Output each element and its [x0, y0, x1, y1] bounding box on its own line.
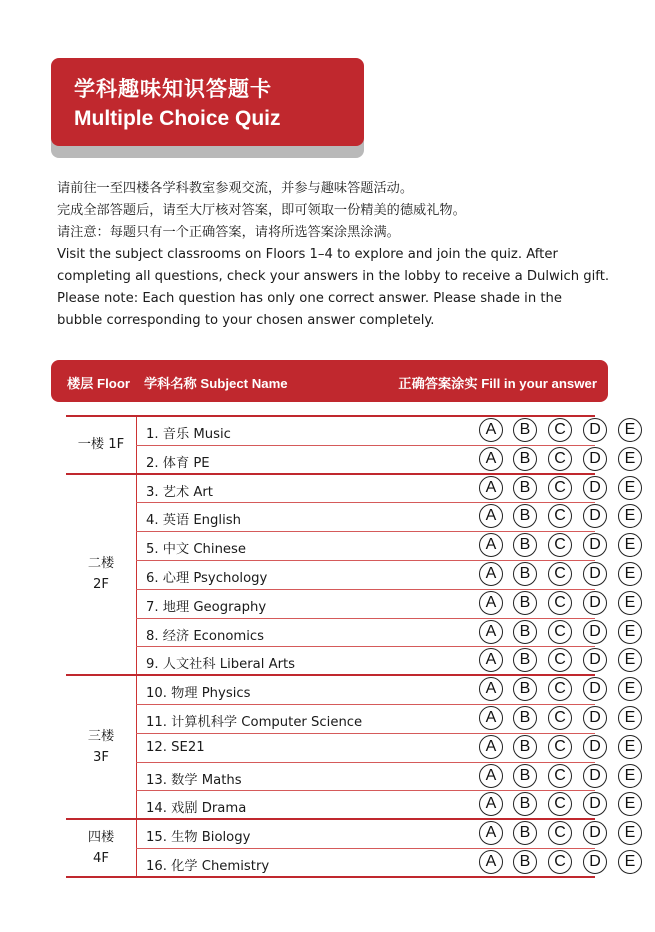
- answer-bubble-e[interactable]: E: [618, 735, 642, 759]
- question-label: 1. 音乐 Music: [146, 427, 231, 442]
- question-row: [136, 589, 636, 617]
- instruction-line: bubble corresponding to your chosen answer completely.: [57, 313, 435, 328]
- question-row: [136, 560, 636, 588]
- answer-bubble-b[interactable]: B: [513, 821, 537, 845]
- question-label: 14. 戏剧 Drama: [146, 801, 247, 817]
- question-label: 6. 心理 Psychology: [146, 571, 268, 586]
- question-row: [136, 848, 636, 876]
- question-label: 13. 数学 Maths: [146, 772, 242, 788]
- question-row: [136, 502, 636, 530]
- answer-bubble-e[interactable]: E: [618, 562, 642, 586]
- answer-bubble-b[interactable]: B: [513, 418, 537, 442]
- answer-bubble-d[interactable]: D: [583, 706, 607, 730]
- floor-label: [66, 827, 136, 869]
- answer-bubble-d[interactable]: D: [583, 792, 607, 816]
- answer-bubble-b[interactable]: B: [513, 591, 537, 615]
- instruction-line: 请注意：每题只有一个正确答案，请将所选答案涂黑涂满。: [57, 225, 400, 240]
- question-label: 15. 生物 Biology: [146, 830, 251, 846]
- answer-bubble-a[interactable]: A: [479, 591, 503, 615]
- answer-bubble-b[interactable]: B: [513, 850, 537, 874]
- floor-label: [66, 434, 136, 455]
- title-card: [51, 58, 364, 146]
- header-answer: 正确答案涂实 Fill in your answer: [398, 376, 597, 391]
- answer-bubble-e[interactable]: E: [618, 792, 642, 816]
- answer-bubble-e[interactable]: E: [618, 476, 642, 500]
- answer-bubble-d[interactable]: D: [583, 418, 607, 442]
- instruction-line: 请前往一至四楼各学科教室参观交流，并参与趣味答题活动。: [57, 181, 414, 196]
- answer-bubble-a[interactable]: A: [479, 850, 503, 874]
- question-row: [136, 416, 636, 444]
- question-label: 10. 物理 Physics: [146, 686, 251, 702]
- question-row: [136, 618, 636, 646]
- answer-bubble-e[interactable]: E: [618, 533, 642, 557]
- answer-bubble-a[interactable]: A: [479, 821, 503, 845]
- instruction-line: completing all questions, check your answers in the lobby to receive a Dulwich gift.: [57, 269, 610, 284]
- answer-bubble-c[interactable]: C: [548, 792, 572, 816]
- answer-bubble-e[interactable]: E: [618, 591, 642, 615]
- question-label: 8. 经济 Economics: [146, 628, 265, 644]
- answer-bubble-b[interactable]: B: [513, 735, 537, 759]
- answer-bubble-e[interactable]: E: [618, 821, 642, 845]
- answer-bubble-d[interactable]: D: [583, 562, 607, 586]
- answer-bubble-d[interactable]: D: [583, 591, 607, 615]
- question-label: 4. 英语 English: [146, 513, 241, 529]
- answer-bubble-e[interactable]: E: [618, 447, 642, 471]
- answer-bubble-b[interactable]: B: [513, 476, 537, 500]
- answer-bubble-b[interactable]: B: [513, 620, 537, 644]
- question-label: 16. 化学 Chemistry: [146, 859, 270, 874]
- answer-bubble-b[interactable]: B: [513, 677, 537, 701]
- floor-label-cn: 一楼 1F: [77, 437, 125, 453]
- floor-label-en: 3F: [93, 750, 109, 766]
- answer-bubble-d[interactable]: D: [583, 648, 607, 672]
- answer-bubble-c[interactable]: C: [548, 562, 572, 586]
- floor-label-cn: 三楼: [87, 729, 115, 745]
- answer-bubble-c[interactable]: C: [548, 476, 572, 500]
- answer-bubble-c[interactable]: C: [548, 447, 572, 471]
- answer-bubble-b[interactable]: B: [513, 447, 537, 471]
- answer-bubble-e[interactable]: E: [618, 620, 642, 644]
- question-row: [136, 474, 636, 502]
- answer-bubble-a[interactable]: A: [479, 447, 503, 471]
- question-label: 11. 计算机科学 Computer Science: [146, 715, 363, 730]
- answer-bubble-c[interactable]: C: [548, 418, 572, 442]
- answer-bubble-a[interactable]: A: [479, 620, 503, 644]
- answer-bubble-c[interactable]: C: [548, 821, 572, 845]
- instructions: [57, 178, 617, 332]
- header-subject: 学科名称 Subject Name: [144, 376, 288, 391]
- question-row: [136, 704, 636, 732]
- answer-bubble-c[interactable]: C: [548, 533, 572, 557]
- answer-bubble-e[interactable]: E: [618, 850, 642, 874]
- answer-bubble-a[interactable]: A: [479, 706, 503, 730]
- table-header: [51, 360, 608, 402]
- floor-label-en: 2F: [93, 577, 109, 593]
- question-label: 3. 艺术 Art: [146, 484, 213, 500]
- instruction-line: 完成全部答题后，请至大厅核对答案，即可领取一份精美的德威礼物。: [57, 203, 466, 218]
- answer-bubble-a[interactable]: A: [479, 504, 503, 528]
- question-label: 9. 人文社科 Liberal Arts: [146, 657, 296, 673]
- title-english: Multiple Choice Quiz: [74, 107, 281, 130]
- floor-label-cn: 四楼: [87, 830, 115, 845]
- floor-label: [66, 726, 136, 768]
- answer-bubble-a[interactable]: A: [479, 677, 503, 701]
- answer-bubble-a[interactable]: A: [479, 476, 503, 500]
- question-row: [136, 733, 636, 761]
- answer-bubble-b[interactable]: B: [513, 504, 537, 528]
- answer-bubble-d[interactable]: D: [583, 620, 607, 644]
- answer-bubble-a[interactable]: A: [479, 562, 503, 586]
- question-row: [136, 790, 636, 818]
- question-label: 7. 地理 Geography: [146, 599, 267, 615]
- answer-bubble-b[interactable]: B: [513, 562, 537, 586]
- answer-bubble-b[interactable]: B: [513, 648, 537, 672]
- question-row: [136, 531, 636, 559]
- title-chinese: 学科趣味知识答题卡: [74, 77, 272, 101]
- answer-bubble-d[interactable]: D: [583, 735, 607, 759]
- answer-bubble-d[interactable]: D: [583, 764, 607, 788]
- question-row: [136, 646, 636, 674]
- answer-bubble-c[interactable]: C: [548, 706, 572, 730]
- answer-bubble-e[interactable]: E: [618, 504, 642, 528]
- answer-bubble-e[interactable]: E: [618, 677, 642, 701]
- answer-bubble-d[interactable]: D: [583, 850, 607, 874]
- answer-bubble-c[interactable]: C: [548, 735, 572, 759]
- answer-bubble-d[interactable]: D: [583, 677, 607, 701]
- answer-bubble-a[interactable]: A: [479, 533, 503, 557]
- answer-bubble-e[interactable]: E: [618, 764, 642, 788]
- floor-label: [66, 553, 136, 595]
- answer-bubble-a[interactable]: A: [479, 648, 503, 672]
- answer-bubble-a[interactable]: A: [479, 418, 503, 442]
- answer-bubble-e[interactable]: E: [618, 418, 642, 442]
- answer-bubble-d[interactable]: D: [583, 533, 607, 557]
- answer-bubble-c[interactable]: C: [548, 591, 572, 615]
- answer-bubble-e[interactable]: E: [618, 706, 642, 730]
- answer-bubble-c[interactable]: C: [548, 620, 572, 644]
- answer-bubble-d[interactable]: D: [583, 821, 607, 845]
- answer-bubble-c[interactable]: C: [548, 850, 572, 874]
- answer-bubble-c[interactable]: C: [548, 648, 572, 672]
- answer-bubble-d[interactable]: D: [583, 504, 607, 528]
- instruction-line: Visit the subject classrooms on Floors 1–4 to explore and join the quiz. After: [57, 247, 558, 262]
- answer-bubble-a[interactable]: A: [479, 764, 503, 788]
- floor-separator: [66, 876, 595, 878]
- answer-bubble-d[interactable]: D: [583, 447, 607, 471]
- answer-bubble-c[interactable]: C: [548, 504, 572, 528]
- answer-bubble-c[interactable]: C: [548, 764, 572, 788]
- instruction-line: Please note: Each question has only one correct answer. Please shade in the: [57, 291, 563, 306]
- answer-bubble-b[interactable]: B: [513, 533, 537, 557]
- floor-label-en: 4F: [93, 851, 109, 866]
- answer-bubble-b[interactable]: B: [513, 706, 537, 730]
- answer-bubble-c[interactable]: C: [548, 677, 572, 701]
- answer-bubble-d[interactable]: D: [583, 476, 607, 500]
- answer-bubble-b[interactable]: B: [513, 792, 537, 816]
- floor-label-cn: 二楼: [87, 556, 115, 572]
- question-label: 5. 中文 Chinese: [146, 542, 247, 558]
- question-row: [136, 675, 636, 703]
- question-label: 12. SE21: [146, 739, 205, 755]
- answer-bubble-e[interactable]: E: [618, 648, 642, 672]
- question-label: 2. 体育 PE: [146, 455, 210, 471]
- header-floor: 楼层 Floor: [67, 376, 131, 391]
- answer-bubble-a[interactable]: A: [479, 735, 503, 759]
- question-row: [136, 762, 636, 790]
- answer-bubble-a[interactable]: A: [479, 792, 503, 816]
- question-row: [136, 819, 636, 847]
- question-row: [136, 445, 636, 473]
- answer-table: [66, 416, 636, 878]
- answer-bubble-b[interactable]: B: [513, 764, 537, 788]
